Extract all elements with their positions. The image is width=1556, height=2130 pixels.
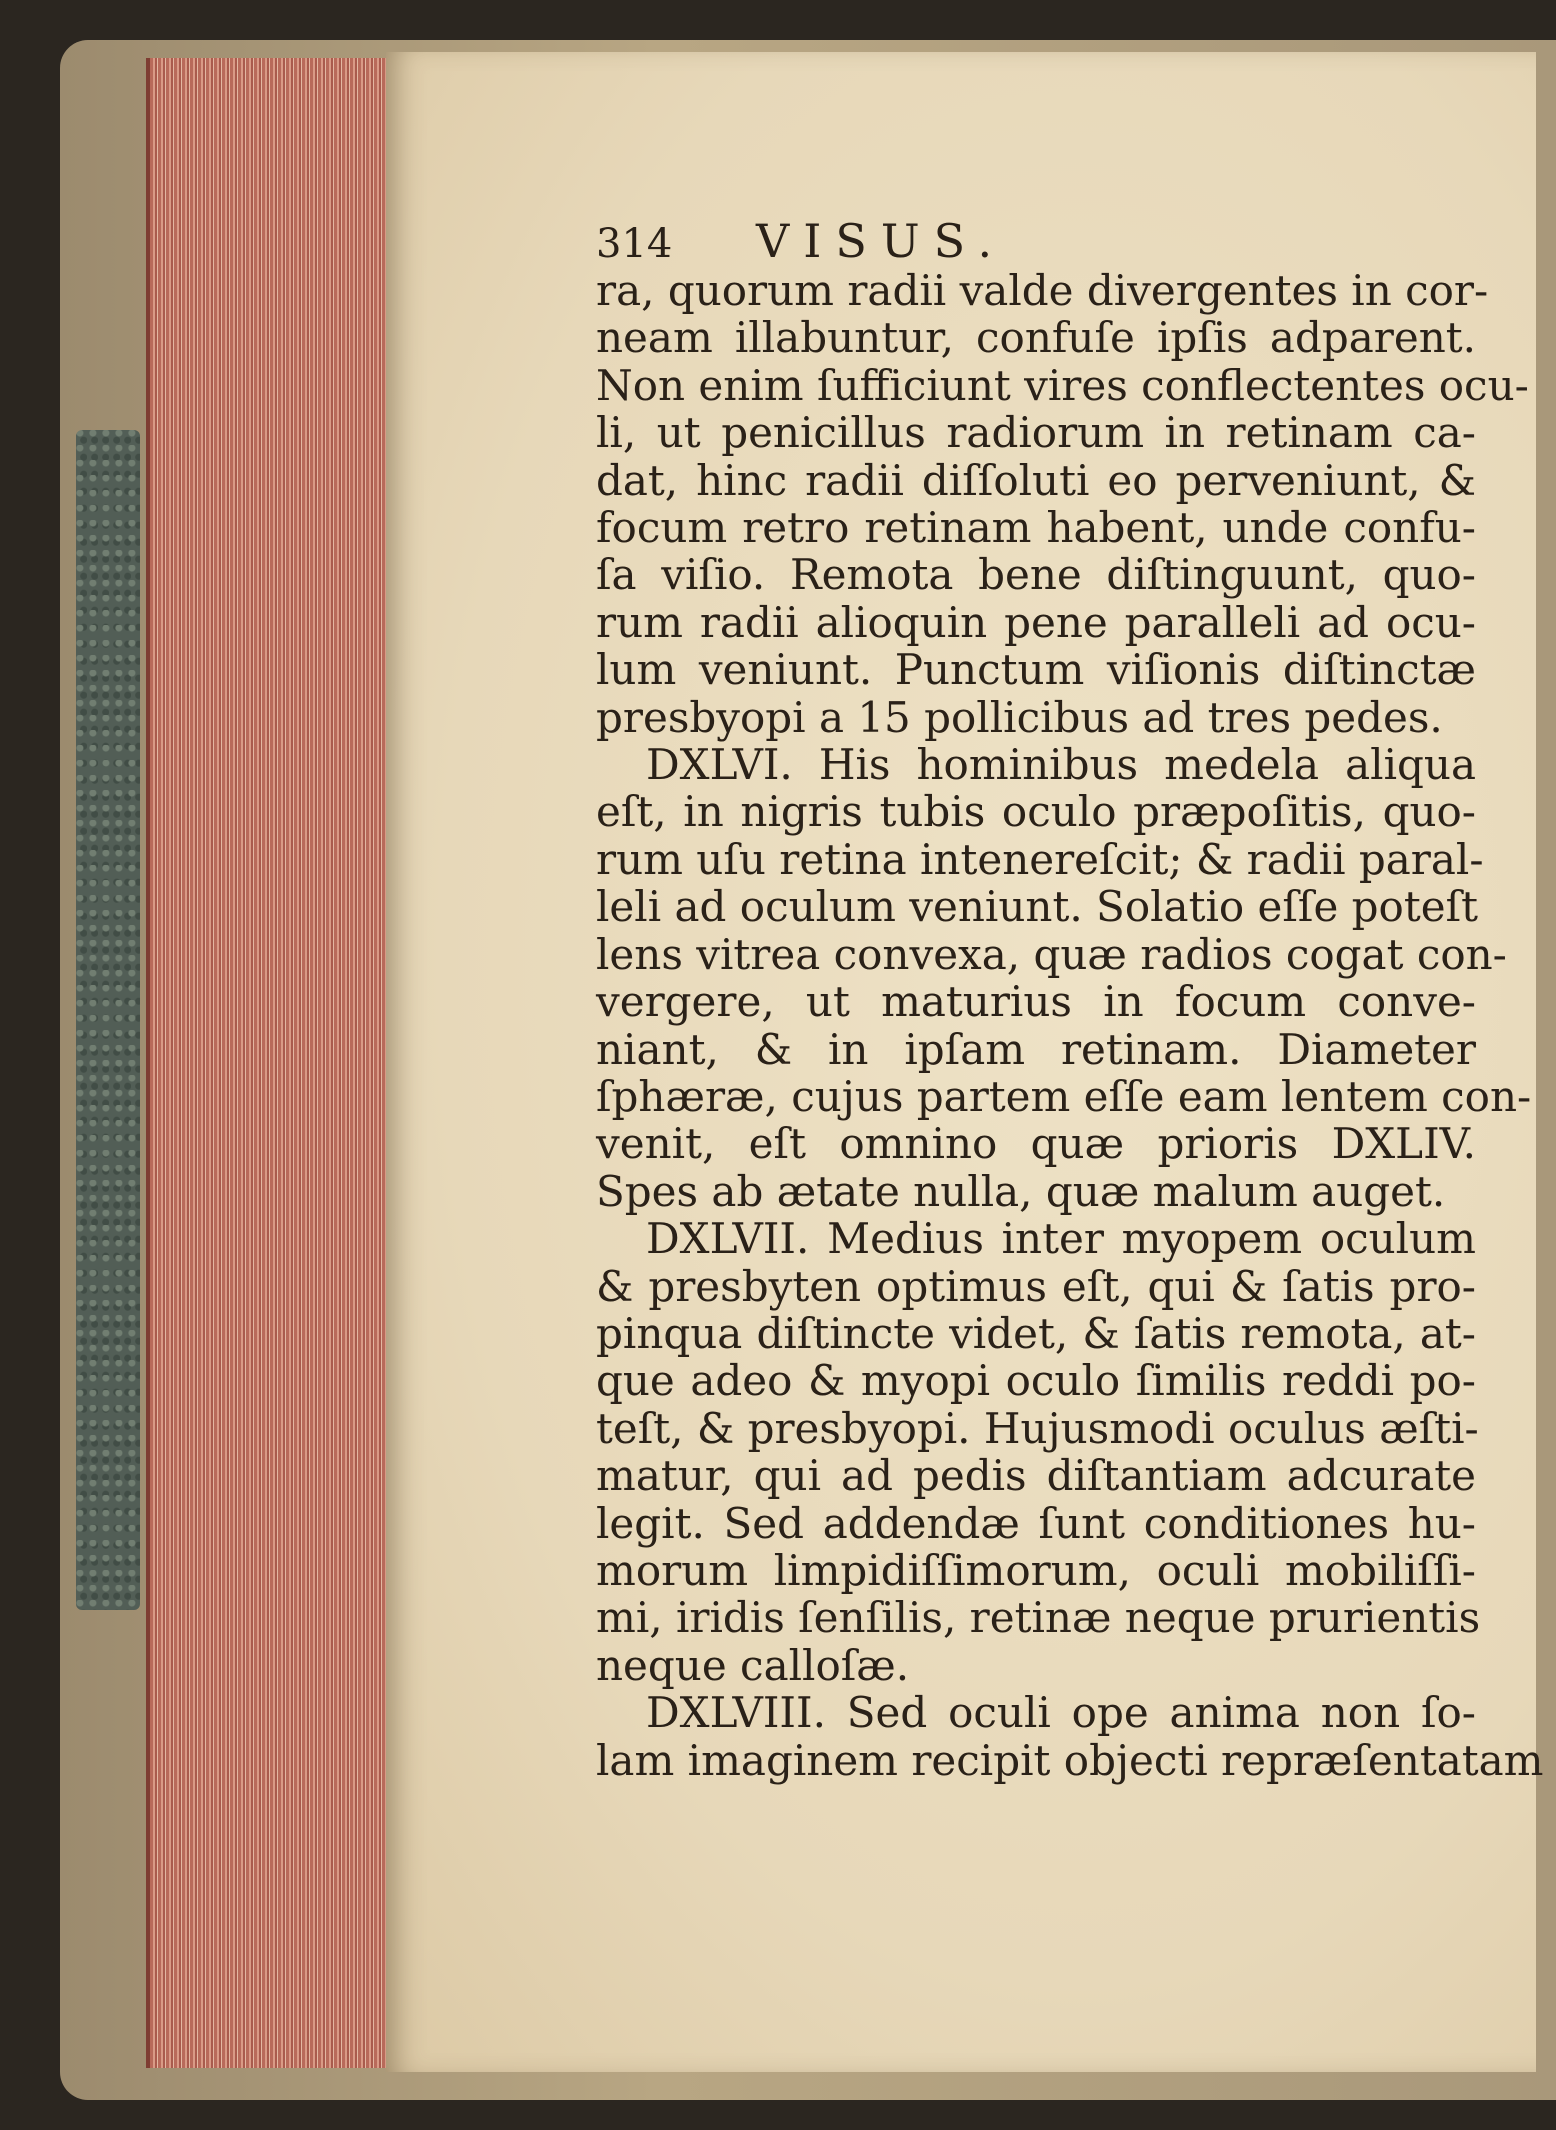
text-line: lens vitrea convexa, quæ radios cogat con-: [596, 929, 1507, 979]
text-line: teſt, & presbyopi. Hujusmodi oculus æſti-: [596, 1403, 1479, 1453]
page-edges: [146, 58, 394, 2068]
text-line: venit, eſt omnino quæ prioris DXLIV.: [596, 1119, 1476, 1169]
text-line: neque calloſæ.: [596, 1640, 910, 1690]
text-line: morum limpidiſſimorum, oculi mobiliſſi-: [596, 1545, 1476, 1595]
text-line: ſa viſio. Remota bene diſtinguunt, quo-: [596, 550, 1476, 600]
section-start-line: DXLVIII. Sed oculi ope anima non ſo-: [646, 1688, 1476, 1738]
text-line: lum veniunt. Punctum viſionis diſtinctæ: [596, 645, 1476, 695]
text-line: Spes ab ætate nulla, quæ malum auget.: [596, 1166, 1446, 1216]
page-header: [596, 214, 1476, 268]
text-line: pinqua diſtincte videt, & ſatis remota, at-: [596, 1308, 1476, 1358]
text-line: & presbyten optimus eſt, qui & ſatis pro-: [596, 1261, 1476, 1311]
text-line: matur, qui ad pedis diſtantiam adcurate: [596, 1451, 1476, 1501]
text-line: niant, & in ipſam retinam. Diameter: [596, 1024, 1476, 1074]
page-text: [596, 214, 1544, 1785]
text-line: legit. Sed addendæ ſunt conditiones hu-: [596, 1498, 1476, 1548]
section-start-line: DXLVI. His hominibus medela aliqua: [646, 740, 1476, 790]
text-line: neam illabuntur, confuſe ipſis adparent.: [596, 313, 1476, 363]
running-head: VISUS.: [756, 214, 1007, 268]
text-line: lam imaginem recipit objecti repræſentatam: [596, 1735, 1544, 1785]
text-line: presbyopi a 15 pollicibus ad tres pedes.: [596, 692, 1443, 742]
text-line: dat, hinc radii diſſoluti eo perveniunt, &: [596, 455, 1476, 505]
text-line: eſt, in nigris tubis oculo præpoſitis, quo-: [596, 787, 1476, 837]
text-line: focum retro retinam habent, unde confu-: [596, 503, 1476, 553]
text-line: rum uſu retina intenereſcit; & radii paral-: [596, 834, 1484, 884]
text-line: que adeo & myopi oculo ſimilis reddi po-: [596, 1356, 1476, 1406]
text-line: li, ut penicillus radiorum in retinam ca-: [596, 408, 1476, 458]
text-line: ſphæræ, cujus partem eſſe eam lentem con-: [596, 1071, 1532, 1121]
text-line: rum radii alioquin pene paralleli ad ocu-: [596, 597, 1476, 647]
page-number: 314: [596, 221, 673, 267]
text-line: ra, quorum radii valde divergentes in cor-: [596, 266, 1489, 315]
marbled-board: [76, 430, 140, 1610]
text-line: leli ad oculum veniunt. Solatio eſſe poteſt: [596, 882, 1478, 932]
section-start-line: DXLVII. Medius inter myopem oculum: [646, 1214, 1476, 1264]
text-line: mi, iridis ſenſilis, retinæ neque prurientis: [596, 1593, 1481, 1643]
text-line: vergere, ut maturius in focum conve-: [596, 977, 1476, 1027]
text-line: Non enim ſufficiunt vires conflectentes ocu-: [596, 360, 1529, 410]
